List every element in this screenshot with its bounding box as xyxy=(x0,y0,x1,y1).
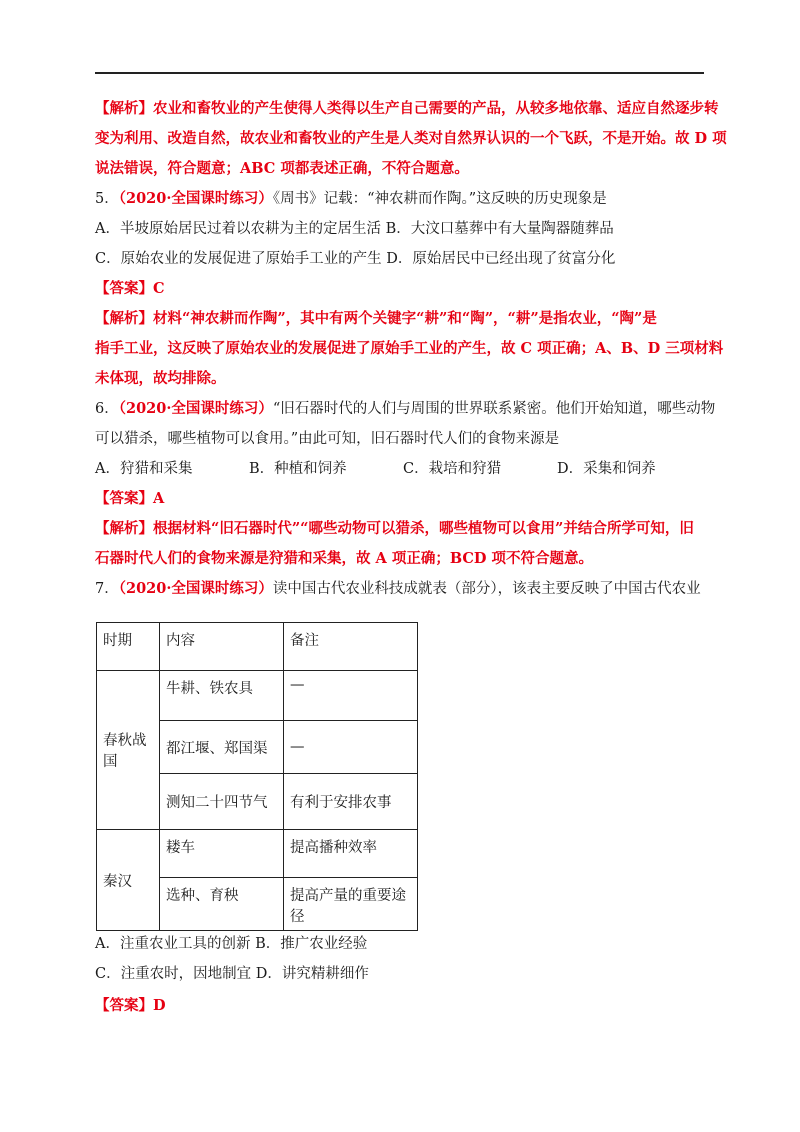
q5-analysis-line-1 xyxy=(95,309,657,329)
header-period: 时期 xyxy=(97,623,160,671)
answer-value: A xyxy=(153,490,165,507)
answer-tag: 【答案】 xyxy=(95,280,153,297)
q4-analysis-line-3: 说法错误，符合题意；ABC 项都表述正确，不符合题意。 xyxy=(95,160,469,177)
question-text: “旧石器时代的人们与周围的世界联系紧密。他们开始知道，哪些动物 xyxy=(272,401,716,417)
q6-answer xyxy=(95,489,164,509)
q5-analysis-line-3: 未体现，故均排除。 xyxy=(95,370,226,387)
question-source: （2020·全国课时练习） xyxy=(118,400,273,417)
answer-tag: 【答案】 xyxy=(95,997,153,1014)
content-cell: 牛耕、铁农具 xyxy=(160,671,284,721)
question-number: 6． xyxy=(95,401,119,417)
option-d: D．采集和饲养 xyxy=(557,461,656,477)
question-source: （2020·全国课时练习） xyxy=(118,190,273,207)
content-cell: 测知二十四节气 xyxy=(160,774,284,830)
q5-answer xyxy=(95,279,165,299)
period-cell-qin-han: 秦汉 xyxy=(97,830,160,931)
q5-stem xyxy=(95,189,607,209)
note-cell: 提高产量的重要途径 xyxy=(284,878,418,931)
q6-analysis-line-1 xyxy=(95,519,694,539)
analysis-tag: 【解析】 xyxy=(95,100,153,117)
analysis-text: 材料“神农耕而作陶”，其中有两个关键字“耕”和“陶”，“耕”是指农业，“陶”是 xyxy=(153,310,657,327)
note-cell: — xyxy=(284,671,418,721)
q4-analysis-line-1 xyxy=(95,99,719,119)
header-note: 备注 xyxy=(284,623,418,671)
analysis-tag: 【解析】 xyxy=(95,310,153,327)
question-source: （2020·全国课时练习） xyxy=(118,580,273,597)
agriculture-achievements-table xyxy=(96,622,418,931)
content-cell: 都江堰、郑国渠 xyxy=(160,721,284,774)
q5-analysis-line-2: 指手工业，这反映了原始农业的发展促进了原始手工业的产生，故 C 项正确；A、B、D 三项材料 xyxy=(95,340,724,357)
question-text: 读中国古代农业科技成就表（部分），该表主要反映了中国古代农业 xyxy=(272,581,701,597)
q7-options-row-1: A．注重农业工具的创新 B．推广农业经验 xyxy=(95,936,368,952)
answer-tag: 【答案】 xyxy=(95,490,153,507)
content-cell: 耧车 xyxy=(160,830,284,878)
table-header-row xyxy=(97,623,418,671)
q6-stem-line-1 xyxy=(95,399,715,419)
q5-options-row-2: C．原始农业的发展促进了原始手工业的产生 D．原始居民中已经出现了贫富分化 xyxy=(95,251,616,267)
q5-options-row-1: A．半坡原始居民过着以农耕为主的定居生活 B．大汶口墓葬中有大量陶器随葬品 xyxy=(95,221,614,237)
period-cell-spring-autumn: 春秋战国 xyxy=(97,671,160,830)
q4-analysis-line-2: 变为利用、改造自然，故农业和畜牧业的产生是人类对自然界认识的一个飞跃，不是开始。故 D 项 xyxy=(95,130,727,147)
table-row xyxy=(97,830,418,878)
table-row xyxy=(97,671,418,721)
content-cell: 选种、育秧 xyxy=(160,878,284,931)
q6-analysis-line-2: 石器时代人们的食物来源是狩猎和采集，故 A 项正确；BCD 项不符合题意。 xyxy=(95,550,594,567)
header-content: 内容 xyxy=(160,623,284,671)
option-a: A．狩猎和采集 xyxy=(95,461,193,477)
q7-stem xyxy=(95,579,701,599)
header-rule xyxy=(95,72,704,74)
question-number: 5． xyxy=(95,191,119,207)
analysis-text: 农业和畜牧业的产生使得人类得以生产自己需要的产品，从较多地依靠、适应自然逐步转 xyxy=(153,100,719,117)
analysis-text: 根据材料“旧石器时代”“哪些动物可以猎杀，哪些植物可以食用”并结合所学可知，旧 xyxy=(153,520,694,537)
q6-options xyxy=(95,459,656,479)
note-cell: 有利于安排农事 xyxy=(284,774,418,830)
answer-value: C xyxy=(153,280,165,297)
question-number: 7． xyxy=(95,581,119,597)
q6-stem-line-2: 可以猎杀，哪些植物可以食用。”由此可知，旧石器时代人们的食物来源是 xyxy=(95,431,560,447)
answer-value: D xyxy=(153,997,166,1014)
option-c: C．栽培和狩猎 xyxy=(403,461,502,477)
q7-options-row-2: C．注重农时，因地制宜 D．讲究精耕细作 xyxy=(95,966,369,982)
note-cell: — xyxy=(284,721,418,774)
option-b: B．种植和饲养 xyxy=(249,461,347,477)
note-cell: 提高播种效率 xyxy=(284,830,418,878)
q7-answer xyxy=(95,996,166,1016)
question-text: 《周书》记载：“神农耕而作陶。”这反映的历史现象是 xyxy=(272,191,607,207)
analysis-tag: 【解析】 xyxy=(95,520,153,537)
